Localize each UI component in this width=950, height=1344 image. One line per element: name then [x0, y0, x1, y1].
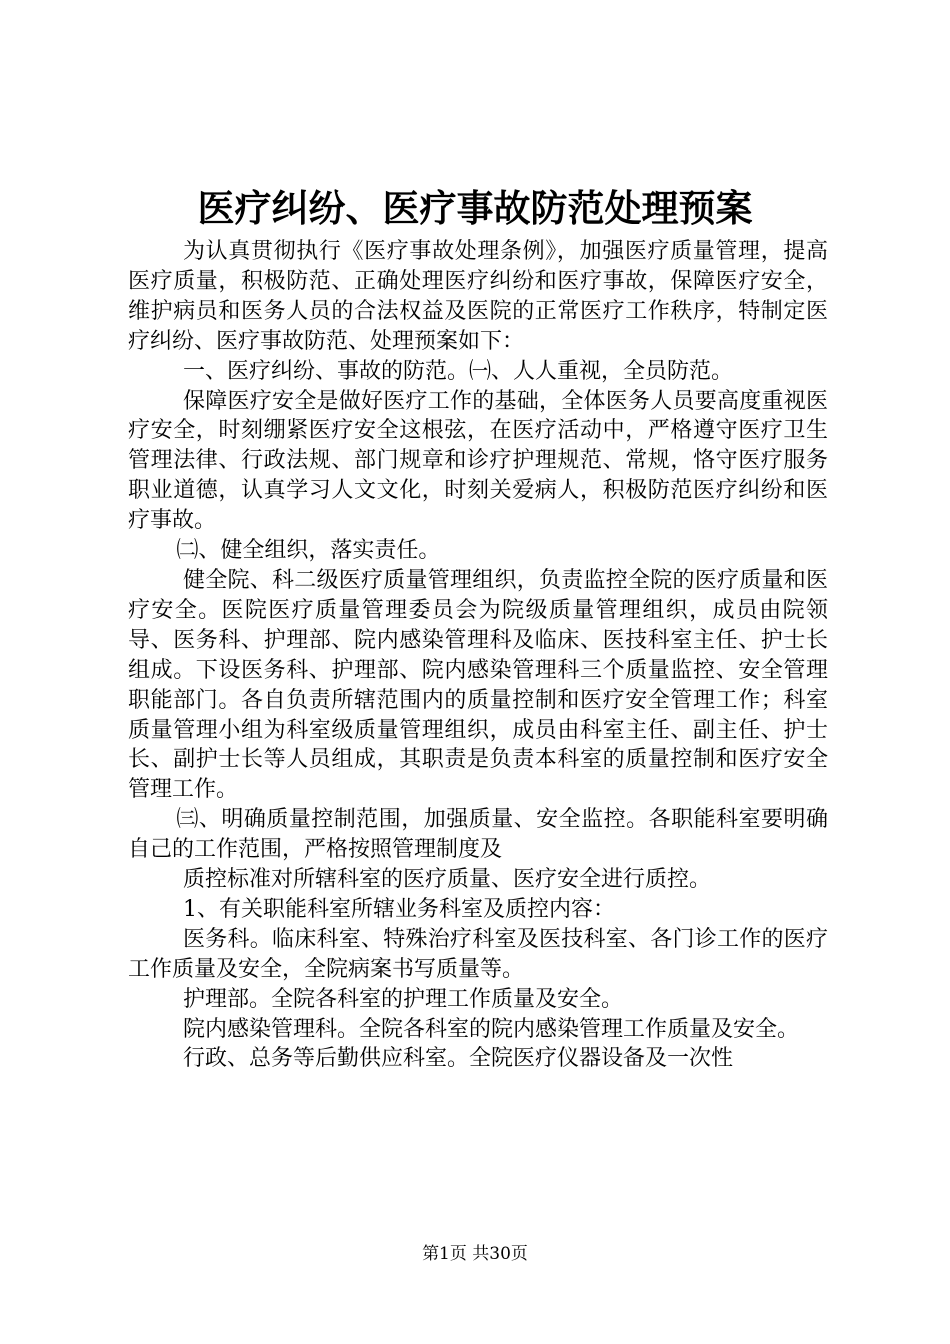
document-body [128, 237, 828, 1074]
page-footer: 第1页 共30页 [422, 1244, 528, 1264]
paragraph-medical-dept: 医务科。临床科室、特殊治疗科室及医技科室、各门诊工作的医疗工作质量及安全，全院病案书写质量等。 [128, 926, 828, 982]
paragraph-subsection-2: ㈡、健全组织，落实责任。 [176, 538, 441, 564]
paragraph-subsection-3: ㈢、明确质量控制范围，加强质量、安全监控。各职能科室要明确自己的工作范围，严格按照管理制度及 [128, 807, 828, 863]
paragraph-nursing-dept: 护理部。全院各科室的护理工作质量及安全。 [183, 986, 624, 1012]
paragraph-section-1: 一、医疗纠纷、事故的防范。㈠、人人重视，全员防范。 [183, 358, 734, 384]
paragraph-safety: 保障医疗安全是做好医疗工作的基础，全体医务人员要高度重视医疗安全，时刻绷紧医疗安全这根弦，在医疗活动中，严格遵守医疗卫生管理法律、行政法规、部门规章和诊疗护理规范、常规，恪守医疗服务职业道德，认真学习人文文化，时刻关爱病人，积极防范医疗纠纷和医疗事故。 [128, 388, 828, 534]
paragraph-organization: 健全院、科二级医疗质量管理组织，负责监控全院的医疗质量和医疗安全。医院医疗质量管理委员会为院级质量管理组织，成员由院领导、医务科、护理部、院内感染管理科及临床、医技科室主任、护士长组成。下设医务科、护理部、院内感染管理科三个质量监控、安全管理职能部门。各自负责所辖范围内的质量控制和医疗安全管理工作；科室质量管理小组为科室级质量管理组织，成员由科室主任、副主任、护士长、副护士长等人员组成，其职责是负责本科室的质量控制和医疗安全管理工作。 [128, 567, 828, 803]
paragraph-standards: 质控标准对所辖科室的医疗质量、医疗安全进行质控。 [183, 867, 712, 893]
paragraph-item-1: 1、有关职能科室所辖业务科室及质控内容： [183, 896, 615, 922]
paragraph-logistics-dept: 行政、总务等后勤供应科室。全院医疗仪器设备及一次性 [183, 1046, 734, 1072]
paragraph-intro: 为认真贯彻执行《医疗事故处理条例》，加强医疗质量管理，提高医疗质量，积极防范、正确处理医疗纠纷和医疗事故，保障医疗安全，维护病员和医务人员的合法权益及医院的正常医疗工作秩序，特制定医疗纠纷、医疗事故防范、处理预案如下： [128, 239, 828, 354]
paragraph-infection-dept: 院内感染管理科。全院各科室的院内感染管理工作质量及安全。 [183, 1016, 800, 1042]
document-title: 医疗纠纷、医疗事故防范处理预案 [197, 186, 753, 230]
